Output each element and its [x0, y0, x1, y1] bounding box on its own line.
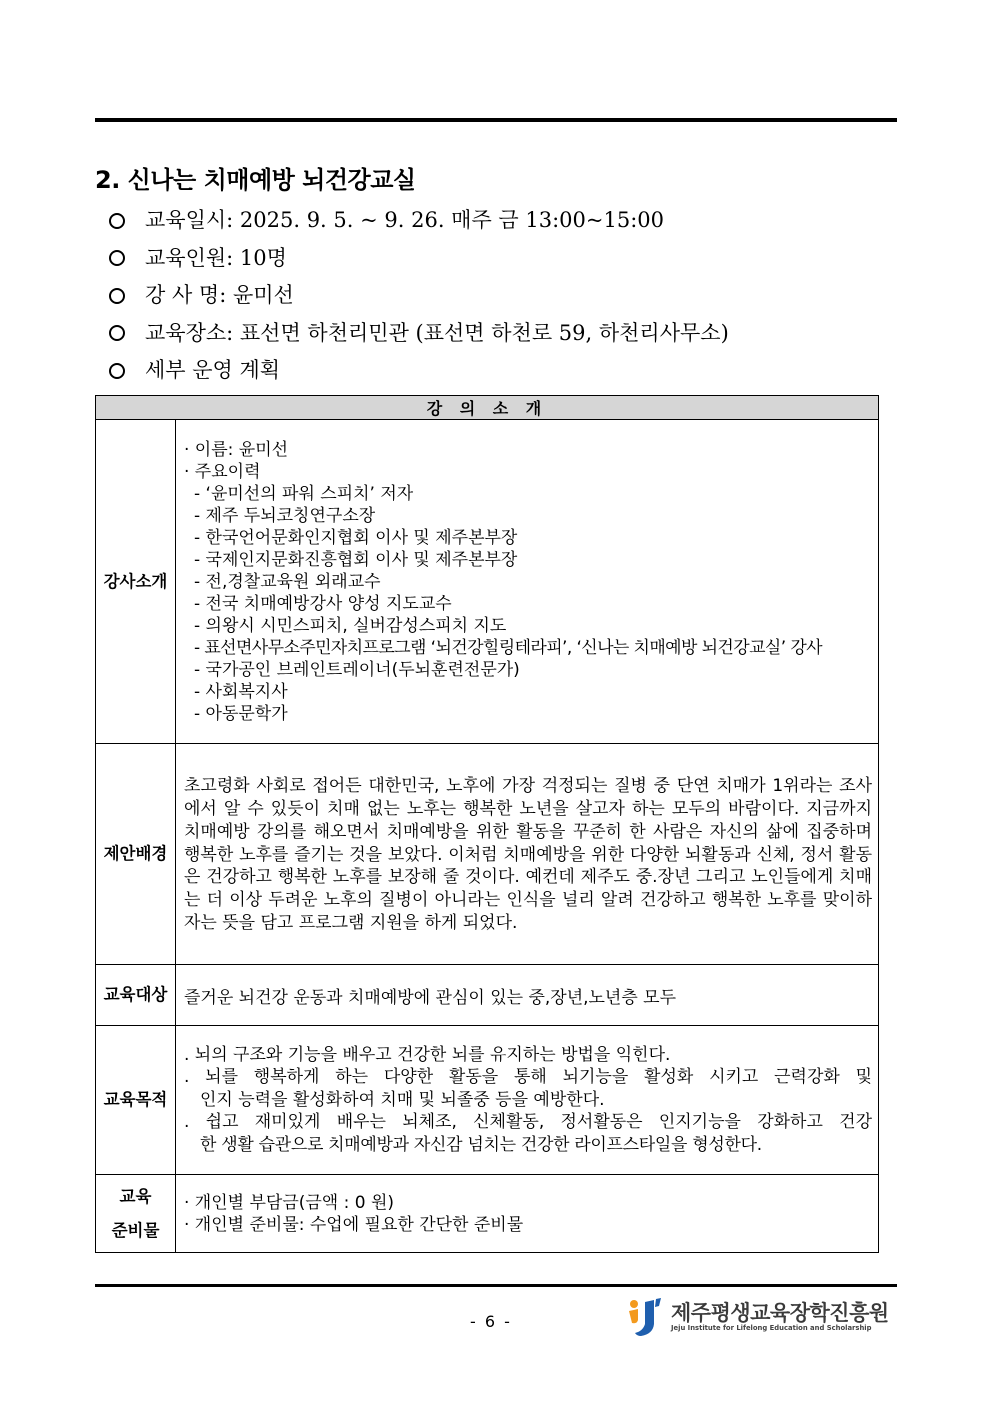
list-item: · 개인별 부담금(금액 : 0 원)	[184, 1192, 395, 1213]
list-item: - 사회복지사	[194, 681, 288, 702]
goals-lines	[184, 1044, 872, 1157]
table-header-row	[96, 396, 879, 420]
list-item: . 쉽고 재미있게 배우는 뇌체조, 신체활동, 정서활동은 인지기능을 강화하고 건강	[184, 1112, 872, 1133]
org-logo-mark-icon	[625, 1296, 665, 1338]
page-number: - 6 -	[470, 1312, 512, 1331]
list-item: - 한국언어문화인지협회 이사 및 제주본부장	[194, 527, 518, 548]
instructor-lines	[184, 439, 872, 725]
top-rule	[95, 118, 897, 122]
list-item: · 주요이력	[184, 461, 261, 482]
materials-cell	[176, 1175, 879, 1253]
info-label: 교육인원: 10명	[145, 245, 287, 270]
circle-bullet-icon	[109, 288, 125, 304]
circle-bullet-icon	[109, 213, 125, 229]
row-label-instructor: 강사소개	[96, 420, 176, 744]
list-item: 인지 능력을 활성화하여 치매 및 뇌졸중 등을 예방한다.	[200, 1089, 605, 1110]
bottom-rule	[95, 1284, 897, 1287]
list-item: - 국가공인 브레인트레이너(두뇌훈련전문가)	[194, 659, 520, 680]
list-item: - 아동문학가	[194, 703, 288, 724]
circle-bullet-icon	[109, 363, 125, 379]
circle-bullet-icon	[109, 325, 125, 341]
row-label-line: 교육	[119, 1186, 152, 1206]
list-item: · 개인별 준비물: 수업에 필요한 간단한 준비물	[184, 1214, 524, 1235]
org-name-en: Jeju Institute for Lifelong Education and Scholarship	[671, 1324, 872, 1332]
org-logo	[625, 1296, 895, 1338]
list-item: . 뇌를 행복하게 하는 다양한 활동을 통해 뇌기능을 활성화 시키고 근력강화 및	[184, 1067, 872, 1088]
list-item: . 뇌의 구조와 기능을 배우고 건강한 뇌를 유지하는 방법을 익힌다.	[184, 1044, 671, 1065]
table-row-background	[96, 744, 879, 965]
info-label: 세부 운영 계획	[145, 358, 281, 382]
section-title: 2. 신나는 치매예방 뇌건강교실	[95, 166, 416, 194]
list-item: - ‘윤미선의 파워 스피치’ 저자	[194, 483, 414, 504]
row-label-background: 제안배경	[96, 744, 176, 965]
target-cell	[176, 965, 879, 1026]
goals-cell	[176, 1026, 879, 1175]
row-label-target: 교육대상	[96, 965, 176, 1026]
row-label-line: 준비물	[111, 1220, 160, 1240]
info-item-schedule	[107, 202, 729, 240]
materials-lines	[184, 1192, 872, 1236]
list-item: - 전,경찰교육원 외래교수	[194, 571, 381, 592]
background-text: 초고령화 사회로 접어든 대한민국, 노후에 가장 걱정되는 질병 중 단연 치매가 1위라는 조사에서 알 수 있듯이 치매 없는 노후는 행복한 노년을 살고자 하는 모두의 바람이다. 지금까지 치매예방 강의를 해오면서 치매예방을 위한 활동을 꾸준히 한 사람은 자신의 삶에 집중하며 행복한 노후를 즐기는 것을 보았다. 이처럼 치매예방을 위한 다양한 뇌활동과 신체, 정서 활동은 건강하고 행복한 노후를 보장해 줄 것이다. 예컨데 제주도 중.장년 그리고 노인들에게 치매는 더 이상 두려운 노후의 질병이 아니라는 인식을 널리 알려 건강하고 행복한 노후를 맞이하자는 뜻을 담고 프로그램 지원을 하게 되었다.	[184, 776, 872, 933]
table-row-materials	[96, 1175, 879, 1253]
instructor-cell	[176, 420, 879, 744]
list-item: - 의왕시 시민스피치, 실버감성스피치 지도	[194, 615, 507, 636]
info-item-instructor	[107, 277, 729, 315]
info-label: 교육일시: 2025. 9. 5. ~ 9. 26. 매주 금 13:00~15:00	[145, 208, 665, 232]
circle-bullet-icon	[109, 250, 125, 266]
info-list	[107, 202, 729, 390]
table-row-goals	[96, 1026, 879, 1175]
row-label-materials	[96, 1175, 176, 1253]
org-name: 제주평생교육장학진흥원	[671, 1301, 889, 1325]
table-row-target	[96, 965, 879, 1026]
list-item: · 이름: 윤미선	[184, 439, 289, 460]
list-item: - 제주 두뇌코칭연구소장	[194, 505, 376, 526]
table-row-instructor	[96, 420, 879, 744]
list-item: - 전국 치매예방강사 양성 지도교수	[194, 593, 452, 614]
info-item-location	[107, 315, 729, 353]
info-label: 교육장소: 표선면 하천리민관 (표선면 하천로 59, 하천리사무소)	[145, 320, 729, 345]
target-text: 즐거운 뇌건강 운동과 치매예방에 관심이 있는 중,장년,노년층 모두	[184, 987, 677, 1008]
row-label-goals: 교육목적	[96, 1026, 176, 1175]
list-item: - 국제인지문화진흥협회 이사 및 제주본부장	[194, 549, 518, 570]
table-header: 강 의 소 개	[96, 396, 879, 420]
list-item: - 표선면사무소주민자치프로그램 ‘뇌건강힐링테라피’, ‘신나는 치매예방 뇌건강교실’ 강사	[194, 637, 822, 658]
info-item-plan	[107, 352, 729, 390]
background-cell	[176, 744, 879, 965]
list-item: 한 생활 습관으로 치매예방과 자신감 넘치는 건강한 라이프스타일을 형성한다.	[200, 1134, 762, 1155]
info-label: 강 사 명: 윤미선	[145, 283, 294, 307]
info-item-capacity	[107, 240, 729, 278]
lecture-intro-table	[95, 395, 879, 1253]
